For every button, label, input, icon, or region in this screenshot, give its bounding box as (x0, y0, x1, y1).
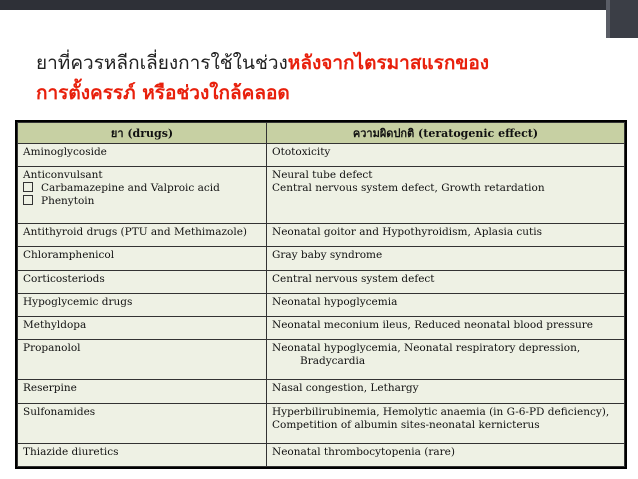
drug-subitem-label: Phenytoin (41, 195, 95, 208)
drug-name: Methyldopa (23, 319, 87, 332)
drug-cell (18, 293, 267, 316)
drug-table-container (15, 120, 627, 469)
effect-text: Central nervous system defect (272, 272, 435, 285)
table-row (18, 247, 625, 270)
drug-name: Thiazide diuretics (23, 445, 119, 458)
effect-text: Gray baby syndrome (272, 249, 383, 262)
effect-cell (267, 224, 625, 247)
effect-cell (267, 270, 625, 293)
table-row (18, 270, 625, 293)
drug-cell (18, 224, 267, 247)
effect-text: Bradycardia (300, 355, 366, 368)
effect-text: Neonatal hypoglycemia (272, 295, 398, 308)
checkbox-bullet-icon (23, 182, 33, 192)
effect-text: Ototoxicity (272, 146, 331, 158)
effect-cell (267, 443, 625, 466)
effect-text: Competition of albumin sites-neonatal kernicterus (272, 418, 540, 431)
drug-subitem-label: Carbamazepine and Valproic acid (41, 182, 220, 195)
effect-text: Neonatal meconium ileus, Reduced neonatal blood pressure (272, 319, 593, 332)
effect-text: Central nervous system defect, Growth retardation (272, 182, 545, 195)
table-row (18, 380, 625, 403)
title-normal: ยาที่ควรหลีกเลี่ยงการใช้ในช่วง (36, 52, 288, 74)
drug-cell (18, 247, 267, 270)
slide-corner-block (610, 0, 638, 38)
drug-cell (18, 340, 267, 380)
drug-subitem (23, 195, 261, 208)
effect-cell (267, 247, 625, 270)
checkbox-bullet-icon (23, 195, 33, 205)
table-row (18, 340, 625, 380)
effect-cell (267, 403, 625, 443)
drug-cell (18, 270, 267, 293)
drug-cell (18, 317, 267, 340)
table-row (18, 144, 625, 167)
effect-cell (267, 144, 625, 167)
effect-text: Hyperbilirubinemia, Hemolytic anaemia (in G-6-PD deficiency), (272, 405, 610, 418)
drug-table (17, 122, 625, 467)
table-row (18, 293, 625, 316)
effect-text: Neonatal hypoglycemia, Neonatal respiratory depression, (272, 342, 581, 355)
effect-cell (267, 293, 625, 316)
table-row (18, 224, 625, 247)
table-row (18, 317, 625, 340)
drug-cell (18, 403, 267, 443)
header-drugs: ยา (drugs) (18, 123, 267, 144)
effect-text: Nasal congestion, Lethargy (272, 382, 419, 395)
drug-name: Sulfonamides (23, 405, 96, 418)
slide-title (36, 48, 596, 108)
effect-text: Neural tube defect (272, 169, 373, 182)
table-row (18, 443, 625, 466)
drug-name: Aminoglycoside (23, 146, 107, 158)
drug-name: Reserpine (23, 382, 77, 395)
drug-name: Chloramphenicol (23, 249, 115, 262)
slide-top-bar (0, 0, 638, 10)
effect-cell (267, 380, 625, 403)
drug-name: Hypoglycemic drugs (23, 295, 133, 308)
drug-cell (18, 167, 267, 224)
effect-cell (267, 167, 625, 224)
drug-name: Antithyroid drugs (PTU and Methimazole) (23, 226, 248, 239)
drug-cell (18, 144, 267, 167)
table-row (18, 403, 625, 443)
effect-text: Neonatal goitor and Hypothyroidism, Aplasia cutis (272, 226, 543, 239)
drug-name: Propanolol (23, 342, 81, 355)
drug-cell (18, 380, 267, 403)
table-header-row (18, 123, 625, 144)
effect-cell (267, 340, 625, 380)
drug-cell (18, 443, 267, 466)
title-highlight-1: หลังจากไตรมาสแรกของ (287, 52, 490, 74)
drug-subitem (23, 182, 261, 195)
title-highlight-2: การตั้งครรภ์ หรือช่วงใกล้คลอด (36, 82, 290, 104)
drug-name: Corticosteriods (23, 272, 105, 285)
table-row (18, 167, 625, 224)
effect-cell (267, 317, 625, 340)
drug-name: Anticonvulsant (23, 169, 103, 182)
effect-text: Neonatal thrombocytopenia (rare) (272, 445, 455, 458)
header-effect: ความผิดปกติ (teratogenic effect) (267, 123, 625, 144)
